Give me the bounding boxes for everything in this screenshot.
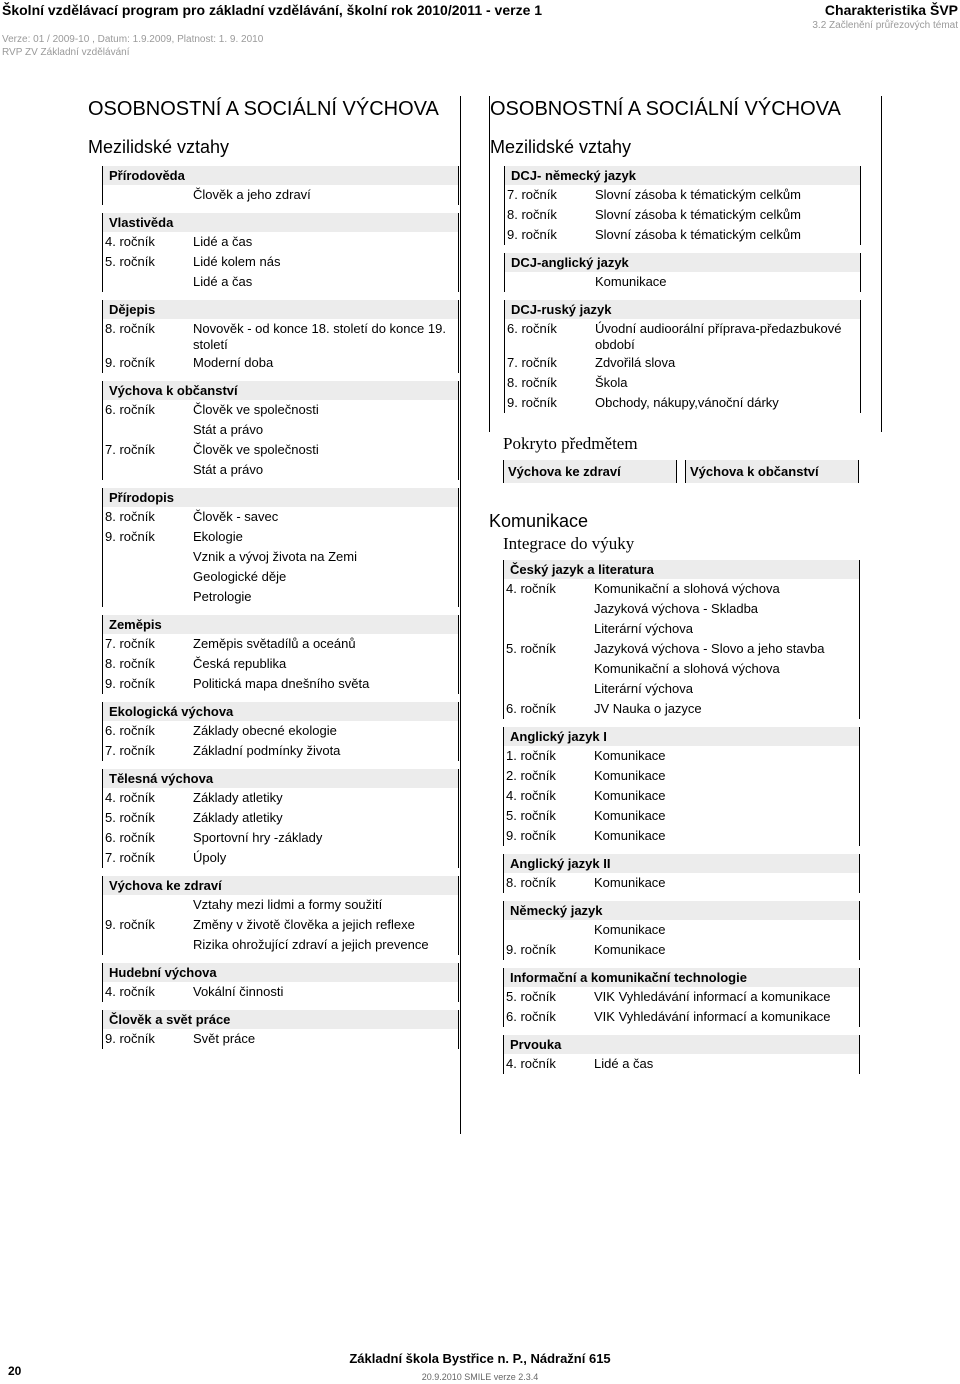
subject-name: Český jazyk a literatura [503, 560, 859, 579]
topic-row [503, 806, 859, 826]
grade-label [504, 601, 594, 619]
grade-label [103, 274, 193, 292]
grade-label: 9. ročník [105, 355, 155, 370]
right-section-subtitle: Mezilidské vztahy [490, 137, 632, 157]
subject-name: Člověk a svět práce [102, 1010, 458, 1029]
grade-label [505, 274, 595, 292]
subject-name: Přírodopis [102, 488, 458, 507]
topic-row [504, 353, 860, 373]
grade-label: 9. ročník [507, 227, 557, 242]
topic-label: Svět práce [193, 1031, 256, 1046]
grade-label: 6. ročník [105, 830, 155, 845]
topic-row [503, 826, 859, 846]
subject-group [102, 1010, 459, 1049]
topic-row [503, 1007, 859, 1027]
subject-group [504, 300, 861, 413]
topic-label: Komunikace [595, 274, 667, 289]
topic-label: Komunikace [594, 788, 666, 803]
topic-row [102, 353, 458, 373]
topic-row [102, 527, 458, 547]
subject-name: Zeměpis [102, 615, 458, 634]
topic-label: Komunikace [594, 922, 666, 937]
subject-name: DCJ-anglický jazyk [504, 253, 860, 272]
grade-label [103, 462, 193, 480]
topic-label: Ekologie [193, 529, 243, 544]
grade-label [103, 549, 193, 567]
subject-group [102, 615, 459, 694]
topic-row [503, 873, 859, 893]
covered-subject-tag: Výchova ke zdraví [503, 460, 677, 483]
covered-label: Pokryto předmětem [503, 434, 638, 453]
grade-label: 4. ročník [105, 984, 155, 999]
subject-name: Anglický jazyk I [503, 727, 859, 746]
version-info: Verze: 01 / 2009-10 , Datum: 1.9.2009, Platnost: 1. 9. 2010 [2, 34, 264, 45]
topic-row [102, 420, 458, 440]
topic-row [102, 982, 458, 1002]
topic-row [102, 634, 458, 654]
subject-name: Informační a komunikační technologie [503, 968, 859, 987]
topic-label: Úvodní audioorální příprava-předazbukové období [595, 321, 842, 352]
topic-row [503, 659, 859, 679]
grade-label: 2. ročník [506, 768, 556, 783]
subject-group [504, 166, 861, 245]
topic-row [102, 185, 458, 205]
topic-label: Sportovní hry -základy [193, 830, 323, 845]
subject-group [102, 963, 459, 1002]
topic-row [503, 699, 859, 719]
topic-row [102, 232, 458, 252]
grade-label: 5. ročník [506, 989, 556, 1004]
grade-label: 9. ročník [105, 676, 155, 691]
subject-group [503, 560, 860, 719]
topic-label: Petrologie [193, 589, 252, 604]
right-column [489, 96, 882, 432]
grade-label: 4. ročník [105, 790, 155, 805]
subject-name: Dějepis [102, 300, 458, 319]
topic-label: Zdvořilá slova [595, 355, 676, 370]
topic-label: VIK Vyhledávání informací a komunikace [594, 1009, 831, 1024]
topic-row [503, 786, 859, 806]
topic-label: Vokální činnosti [193, 984, 284, 999]
grade-label [103, 569, 193, 587]
integration-label: Integrace do výuky [503, 534, 635, 553]
topic-row [504, 272, 860, 292]
grade-label [103, 422, 193, 440]
topic-row [504, 393, 860, 413]
grade-label [504, 661, 594, 679]
topic-label: Úpoly [193, 850, 227, 865]
covered-by-subject [489, 432, 880, 479]
topic-label: Vztahy mezi lidmi a formy soužití [193, 897, 383, 912]
topic-label: Základní podmínky života [193, 743, 341, 758]
topic-label: Základy obecné ekologie [193, 723, 337, 738]
topic-label: Komunikace [594, 942, 666, 957]
topic-label: Česká republika [193, 656, 287, 671]
topic-row [102, 319, 458, 353]
topic-label: Škola [595, 375, 628, 390]
topic-row [102, 1029, 458, 1049]
subject-group [102, 381, 459, 480]
topic-row [504, 205, 860, 225]
grade-label: 4. ročník [105, 234, 155, 249]
grade-label: 6. ročník [105, 402, 155, 417]
grade-label [504, 621, 594, 639]
subject-group [102, 876, 459, 955]
topic-row [102, 567, 458, 587]
grade-label: 9. ročník [105, 917, 155, 932]
subject-name: Anglický jazyk II [503, 854, 859, 873]
grade-label [504, 681, 594, 699]
grade-label: 5. ročník [105, 254, 155, 269]
grade-label: 4. ročník [506, 1056, 556, 1071]
grade-label: 6. ročník [506, 1009, 556, 1024]
grade-label [103, 589, 193, 607]
topic-label: Novověk - od konce 18. století do konce 19. století [193, 321, 446, 352]
grade-label: 4. ročník [506, 788, 556, 803]
topic-label: Politická mapa dnešního světa [193, 676, 370, 691]
topic-row [503, 940, 859, 960]
grade-label: 8. ročník [105, 321, 155, 336]
topic-label: Stát a právo [193, 422, 264, 437]
subject-name: Vlastivěda [102, 213, 458, 232]
grade-label: 8. ročník [507, 375, 557, 390]
grade-label: 7. ročník [105, 636, 155, 651]
grade-label: 5. ročník [506, 808, 556, 823]
topic-label: Komunikace [594, 875, 666, 890]
communication-section [489, 506, 880, 1082]
grade-label: 9. ročník [506, 942, 556, 957]
topic-row [503, 766, 859, 786]
topic-row [503, 619, 859, 639]
subject-group [503, 968, 860, 1027]
section-heading: Charakteristika ŠVP [824, 2, 958, 18]
left-section-title: OSOBNOSTNÍ A SOCIÁLNÍ VÝCHOVA [88, 98, 439, 120]
topic-row [102, 721, 458, 741]
topic-label: Literární výchova [594, 621, 693, 636]
subject-name: DCJ-ruský jazyk [504, 300, 860, 319]
topic-label: Komunikace [594, 768, 666, 783]
communication-title: Komunikace [489, 511, 589, 531]
grade-label: 8. ročník [105, 509, 155, 524]
topic-label: JV Nauka o jazyce [594, 701, 702, 716]
topic-label: Změny v životě člověka a jejich reflexe [193, 917, 415, 932]
grade-label: 9. ročník [507, 395, 557, 410]
subject-name: Ekologická výchova [102, 702, 458, 721]
topic-row [102, 507, 458, 527]
grade-label: 8. ročník [105, 656, 155, 671]
right-groups [490, 166, 881, 413]
grade-label: 6. ročník [105, 723, 155, 738]
topic-label: Obchody, nákupy,vánoční dárky [595, 395, 779, 410]
grade-label: 9. ročník [105, 529, 155, 544]
topic-label: Lidé kolem nás [193, 254, 281, 269]
grade-label: 9. ročník [105, 1031, 155, 1046]
section-subheading: 3.2 Začlenění průřezových témat [812, 20, 958, 31]
subject-group [503, 727, 860, 846]
topic-row [102, 915, 458, 935]
topic-row [102, 252, 458, 272]
topic-label: Slovní zásoba k tématickým celkům [595, 207, 801, 222]
topic-label: VIK Vyhledávání informací a komunikace [594, 989, 831, 1004]
topic-label: Komunikace [594, 808, 666, 823]
grade-label: 1. ročník [506, 748, 556, 763]
topic-row [102, 788, 458, 808]
topic-label: Komunikace [594, 748, 666, 763]
topic-label: Stát a právo [193, 462, 264, 477]
topic-row [102, 400, 458, 420]
topic-row [503, 639, 859, 659]
topic-label: Literární výchova [594, 681, 693, 696]
topic-label: Základy atletiky [193, 790, 283, 805]
covered-subject-tag: Výchova k občanství [685, 460, 859, 483]
topic-row [503, 1054, 859, 1074]
grade-label: 8. ročník [507, 207, 557, 222]
topic-row [504, 185, 860, 205]
right-section-title: OSOBNOSTNÍ A SOCIÁLNÍ VÝCHOVA [490, 98, 841, 120]
subject-group [503, 901, 860, 960]
grade-label: 6. ročník [507, 321, 557, 336]
grade-label: 7. ročník [507, 187, 557, 202]
topic-row [102, 654, 458, 674]
topic-label: Lidé a čas [193, 274, 253, 289]
topic-label: Geologické děje [193, 569, 287, 584]
grade-label: 7. ročník [507, 355, 557, 370]
left-section-subtitle: Mezilidské vztahy [88, 137, 230, 157]
topic-row [503, 746, 859, 766]
grade-label: 4. ročník [506, 581, 556, 596]
topic-label: Komunikační a slohová výchova [594, 661, 780, 676]
subject-name: Německý jazyk [503, 901, 859, 920]
covered-tags [503, 460, 880, 483]
topic-label: Lidé a čas [594, 1056, 654, 1071]
grade-label: 7. ročník [105, 850, 155, 865]
topic-row [504, 319, 860, 353]
topic-row [102, 935, 458, 955]
topic-label: Slovní zásoba k tématickým celkům [595, 227, 801, 242]
topic-label: Komunikační a slohová výchova [594, 581, 780, 596]
subject-group [102, 166, 459, 205]
rvp-label: RVP ZV Základní vzdělávání [2, 47, 130, 58]
subject-name: Tělesná výchova [102, 769, 458, 788]
grade-label: 5. ročník [105, 810, 155, 825]
topic-label: Vznik a vývoj života na Zemi [193, 549, 358, 564]
topic-label: Moderní doba [193, 355, 274, 370]
grade-label [103, 187, 193, 205]
topic-label: Zeměpis světadílů a oceánů [193, 636, 356, 651]
subject-name: Výchova k občanství [102, 381, 458, 400]
topic-row [102, 828, 458, 848]
topic-row [102, 460, 458, 480]
page-number: 20 [8, 1364, 22, 1378]
topic-row [102, 587, 458, 607]
subject-name: Přírodověda [102, 166, 458, 185]
topic-row [503, 579, 859, 599]
topic-label: Komunikace [594, 828, 666, 843]
subject-group [503, 854, 860, 893]
document-title: Školní vzdělávací program pro základní vzdělávání, školní rok 2010/2011 - verze 1 [2, 2, 543, 18]
subject-name: Prvouka [503, 1035, 859, 1054]
topic-label: Člověk ve společnosti [193, 402, 319, 417]
topic-row [102, 272, 458, 292]
topic-label: Člověk a jeho zdraví [193, 187, 311, 202]
topic-row [503, 920, 859, 940]
subject-group [504, 253, 861, 292]
topic-row [503, 679, 859, 699]
topic-row [102, 674, 458, 694]
topic-row [503, 599, 859, 619]
topic-row [102, 848, 458, 868]
footer-version: 20.9.2010 SMILE verze 2.3.4 [421, 1372, 539, 1382]
topic-label: Rizika ohrožující zdraví a jejich prevence [193, 937, 429, 952]
subject-name: Výchova ke zdraví [102, 876, 458, 895]
grade-label: 5. ročník [506, 641, 556, 656]
footer-school: Základní škola Bystřice n. P., Nádražní 615 [349, 1351, 611, 1366]
topic-label: Člověk - savec [193, 509, 279, 524]
grade-label: 7. ročník [105, 442, 155, 457]
subject-name: DCJ- německý jazyk [504, 166, 860, 185]
topic-row [504, 373, 860, 393]
topic-label: Jazyková výchova - Slovo a jeho stavba [594, 641, 825, 656]
topic-row [102, 547, 458, 567]
grade-label [103, 897, 193, 915]
left-column [88, 96, 461, 1134]
topic-label: Lidé a čas [193, 234, 253, 249]
grade-label [103, 937, 193, 955]
subject-group [102, 769, 459, 868]
subject-group [503, 1035, 860, 1074]
topic-row [503, 987, 859, 1007]
topic-label: Slovní zásoba k tématickým celkům [595, 187, 801, 202]
topic-label: Jazyková výchova - Skladba [594, 601, 759, 616]
subject-group [102, 213, 459, 292]
topic-row [102, 895, 458, 915]
subject-name: Hudební výchova [102, 963, 458, 982]
subject-group [102, 702, 459, 761]
communication-groups [489, 560, 880, 1074]
grade-label: 6. ročník [506, 701, 556, 716]
left-groups [88, 166, 460, 1049]
subject-group [102, 488, 459, 607]
topic-row [102, 440, 458, 460]
topic-row [102, 741, 458, 761]
topic-row [504, 225, 860, 245]
topic-label: Základy atletiky [193, 810, 283, 825]
grade-label: 7. ročník [105, 743, 155, 758]
grade-label: 9. ročník [506, 828, 556, 843]
topic-row [102, 808, 458, 828]
grade-label [504, 922, 594, 940]
subject-group [102, 300, 459, 373]
topic-label: Člověk ve společnosti [193, 442, 319, 457]
grade-label: 8. ročník [506, 875, 556, 890]
